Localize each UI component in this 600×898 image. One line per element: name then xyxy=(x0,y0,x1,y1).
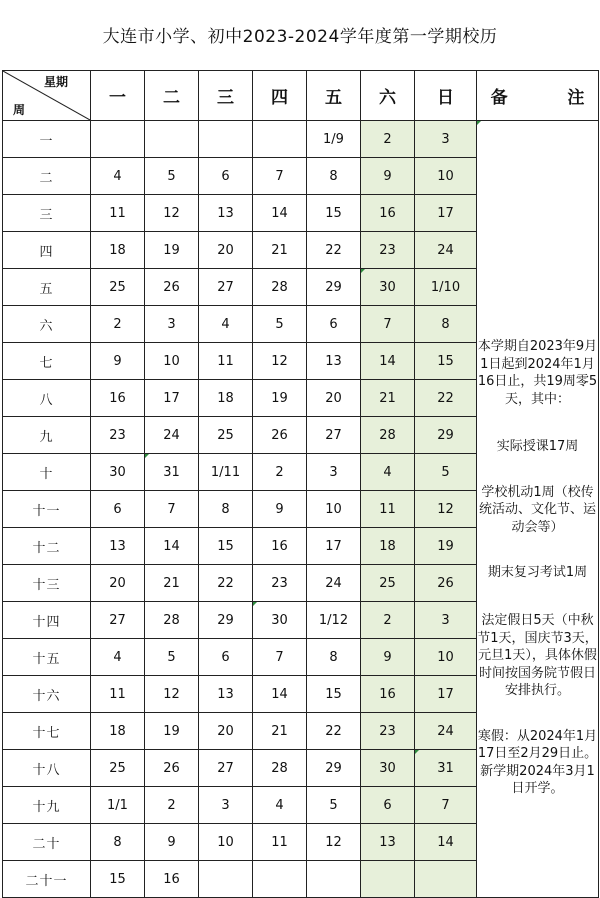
day-cell: 30 xyxy=(91,454,145,491)
remark-note: 本学期自2023年9月1日起到2024年1月16日止，共19周零5天，其中： xyxy=(477,339,598,407)
day-cell: 4 xyxy=(91,639,145,676)
day-cell: 7 xyxy=(361,306,415,343)
day-cell xyxy=(253,861,307,898)
day-cell: 11 xyxy=(199,343,253,380)
day-cell: 19 xyxy=(253,380,307,417)
day-cell: 13 xyxy=(199,676,253,713)
day-cell: 25 xyxy=(199,417,253,454)
day-header: 六 xyxy=(361,71,415,121)
day-cell: 31 xyxy=(415,750,477,787)
day-cell: 10 xyxy=(415,639,477,676)
day-cell: 24 xyxy=(145,417,199,454)
day-cell: 4 xyxy=(91,158,145,195)
day-cell: 21 xyxy=(145,565,199,602)
day-cell: 20 xyxy=(307,380,361,417)
day-cell: 1/9 xyxy=(307,121,361,158)
day-cell: 8 xyxy=(199,491,253,528)
day-cell: 3 xyxy=(199,787,253,824)
day-cell xyxy=(199,121,253,158)
remark-header-right: 注 xyxy=(567,88,585,108)
day-cell: 6 xyxy=(91,491,145,528)
week-label: 四 xyxy=(3,232,91,269)
day-cell: 6 xyxy=(199,639,253,676)
day-cell: 1/12 xyxy=(307,602,361,639)
day-cell: 20 xyxy=(199,232,253,269)
day-cell: 4 xyxy=(199,306,253,343)
day-cell xyxy=(361,861,415,898)
day-cell: 16 xyxy=(253,528,307,565)
day-cell: 5 xyxy=(145,639,199,676)
day-cell: 29 xyxy=(307,269,361,306)
day-cell: 25 xyxy=(91,750,145,787)
week-label: 三 xyxy=(3,195,91,232)
day-cell: 15 xyxy=(199,528,253,565)
week-label: 五 xyxy=(3,269,91,306)
day-cell: 19 xyxy=(145,232,199,269)
week-label: 二十一 xyxy=(3,861,91,898)
day-header: 五 xyxy=(307,71,361,121)
day-cell: 4 xyxy=(361,454,415,491)
day-cell: 9 xyxy=(361,639,415,676)
day-cell: 13 xyxy=(91,528,145,565)
remark-note: 学校机动1周（校传统活动、文化节、运动会等） xyxy=(478,484,596,535)
day-cell: 7 xyxy=(253,158,307,195)
day-cell: 6 xyxy=(199,158,253,195)
day-cell: 3 xyxy=(415,602,477,639)
day-cell: 13 xyxy=(199,195,253,232)
week-label: 十七 xyxy=(3,713,91,750)
week-label: 二 xyxy=(3,158,91,195)
day-cell: 2 xyxy=(361,602,415,639)
day-cell: 26 xyxy=(415,565,477,602)
day-cell: 15 xyxy=(415,343,477,380)
day-cell: 23 xyxy=(361,713,415,750)
day-cell: 28 xyxy=(253,269,307,306)
week-label: 二十 xyxy=(3,824,91,861)
remarks-cell xyxy=(477,121,599,898)
header-row xyxy=(3,71,599,121)
day-cell: 8 xyxy=(415,306,477,343)
week-label: 十五 xyxy=(3,639,91,676)
day-cell: 3 xyxy=(307,454,361,491)
week-label: 十一 xyxy=(3,491,91,528)
day-cell: 15 xyxy=(91,861,145,898)
week-label: 六 xyxy=(3,306,91,343)
day-cell: 12 xyxy=(145,676,199,713)
day-cell: 27 xyxy=(199,750,253,787)
day-cell: 9 xyxy=(253,491,307,528)
day-cell: 22 xyxy=(307,232,361,269)
corner-header xyxy=(3,71,91,121)
day-cell: 19 xyxy=(145,713,199,750)
day-cell: 22 xyxy=(415,380,477,417)
day-cell: 23 xyxy=(253,565,307,602)
corner-week-label: 周 xyxy=(13,103,26,117)
day-cell: 14 xyxy=(361,343,415,380)
day-cell: 10 xyxy=(199,824,253,861)
week-label: 七 xyxy=(3,343,91,380)
day-cell: 29 xyxy=(415,417,477,454)
day-cell: 23 xyxy=(91,417,145,454)
day-cell xyxy=(307,861,361,898)
day-cell: 5 xyxy=(415,454,477,491)
day-cell: 16 xyxy=(145,861,199,898)
day-cell: 26 xyxy=(145,750,199,787)
day-cell: 14 xyxy=(145,528,199,565)
day-cell: 30 xyxy=(253,602,307,639)
calendar-table xyxy=(2,70,599,898)
remark-note: 实际授课17周 xyxy=(496,439,579,455)
day-cell: 15 xyxy=(307,195,361,232)
day-header: 二 xyxy=(145,71,199,121)
corner-weekday-label: 星期 xyxy=(43,75,68,89)
day-cell: 16 xyxy=(91,380,145,417)
day-cell: 26 xyxy=(253,417,307,454)
day-header: 一 xyxy=(91,71,145,121)
day-cell xyxy=(91,121,145,158)
day-cell: 12 xyxy=(307,824,361,861)
day-cell: 28 xyxy=(145,602,199,639)
day-cell: 27 xyxy=(199,269,253,306)
day-cell: 21 xyxy=(253,713,307,750)
day-cell: 7 xyxy=(145,491,199,528)
day-cell: 18 xyxy=(199,380,253,417)
day-cell: 1/10 xyxy=(415,269,477,306)
day-cell: 7 xyxy=(253,639,307,676)
day-cell: 11 xyxy=(253,824,307,861)
day-cell: 10 xyxy=(145,343,199,380)
remark-note: 期末复习考试1周 xyxy=(487,565,588,581)
day-cell: 11 xyxy=(91,676,145,713)
day-cell: 12 xyxy=(145,195,199,232)
day-cell: 16 xyxy=(361,676,415,713)
day-cell: 17 xyxy=(307,528,361,565)
day-cell: 19 xyxy=(415,528,477,565)
day-cell: 10 xyxy=(415,158,477,195)
page-title: 大连市小学、初中2023-2024学年度第一学期校历 xyxy=(102,27,498,47)
day-cell: 18 xyxy=(91,232,145,269)
day-cell: 13 xyxy=(307,343,361,380)
day-cell: 30 xyxy=(361,750,415,787)
day-cell: 24 xyxy=(415,713,477,750)
day-cell: 10 xyxy=(307,491,361,528)
day-cell: 5 xyxy=(253,306,307,343)
day-cell: 11 xyxy=(361,491,415,528)
day-cell: 2 xyxy=(361,121,415,158)
day-cell: 2 xyxy=(253,454,307,491)
day-cell: 9 xyxy=(361,158,415,195)
day-cell: 4 xyxy=(253,787,307,824)
week-label: 十九 xyxy=(3,787,91,824)
day-cell: 8 xyxy=(307,639,361,676)
day-cell: 12 xyxy=(253,343,307,380)
day-cell: 17 xyxy=(145,380,199,417)
remark-header xyxy=(477,71,599,121)
day-cell: 16 xyxy=(361,195,415,232)
day-cell xyxy=(199,861,253,898)
week-label: 十八 xyxy=(3,750,91,787)
day-cell: 22 xyxy=(307,713,361,750)
day-cell: 21 xyxy=(361,380,415,417)
day-cell: 6 xyxy=(361,787,415,824)
week-label: 十 xyxy=(3,454,91,491)
day-cell: 3 xyxy=(415,121,477,158)
day-cell: 24 xyxy=(307,565,361,602)
day-cell: 27 xyxy=(91,602,145,639)
day-cell: 5 xyxy=(307,787,361,824)
week-label: 十六 xyxy=(3,676,91,713)
day-cell: 26 xyxy=(145,269,199,306)
day-cell: 18 xyxy=(361,528,415,565)
week-label: 九 xyxy=(3,417,91,454)
day-header: 四 xyxy=(253,71,307,121)
day-cell: 17 xyxy=(415,195,477,232)
day-cell: 1/1 xyxy=(91,787,145,824)
day-cell: 12 xyxy=(415,491,477,528)
day-cell: 31 xyxy=(145,454,199,491)
remark-note: 法定假日5天（中秋节1天，国庆节3天，元旦1天），具体休假时间按国务院节假日安排执行。 xyxy=(477,613,598,699)
day-cell: 14 xyxy=(415,824,477,861)
day-cell: 11 xyxy=(91,195,145,232)
day-cell: 17 xyxy=(415,676,477,713)
day-cell: 9 xyxy=(91,343,145,380)
week-label: 十三 xyxy=(3,565,91,602)
day-cell: 5 xyxy=(145,158,199,195)
day-cell: 20 xyxy=(199,713,253,750)
remark-note: 新学期2024年3月1日开学。 xyxy=(480,763,595,797)
day-cell: 14 xyxy=(253,676,307,713)
day-cell: 28 xyxy=(253,750,307,787)
day-cell: 14 xyxy=(253,195,307,232)
day-cell xyxy=(253,121,307,158)
week-label: 一 xyxy=(3,121,91,158)
week-label: 十四 xyxy=(3,602,91,639)
day-cell: 29 xyxy=(199,602,253,639)
day-cell: 1/11 xyxy=(199,454,253,491)
day-cell: 2 xyxy=(145,787,199,824)
day-cell: 3 xyxy=(145,306,199,343)
day-cell: 8 xyxy=(307,158,361,195)
day-cell: 28 xyxy=(361,417,415,454)
day-cell: 27 xyxy=(307,417,361,454)
day-cell: 29 xyxy=(307,750,361,787)
day-header: 三 xyxy=(199,71,253,121)
day-cell: 9 xyxy=(145,824,199,861)
day-cell: 6 xyxy=(307,306,361,343)
week-row xyxy=(3,121,599,158)
day-cell: 25 xyxy=(91,269,145,306)
day-cell: 7 xyxy=(415,787,477,824)
day-cell: 22 xyxy=(199,565,253,602)
day-cell: 18 xyxy=(91,713,145,750)
day-cell: 24 xyxy=(415,232,477,269)
day-cell: 15 xyxy=(307,676,361,713)
day-cell: 30 xyxy=(361,269,415,306)
day-cell xyxy=(145,121,199,158)
day-cell: 20 xyxy=(91,565,145,602)
week-label: 八 xyxy=(3,380,91,417)
day-header: 日 xyxy=(415,71,477,121)
day-cell: 2 xyxy=(91,306,145,343)
day-cell: 21 xyxy=(253,232,307,269)
day-cell: 13 xyxy=(361,824,415,861)
week-label: 十二 xyxy=(3,528,91,565)
day-cell xyxy=(415,861,477,898)
remark-header-left: 备 xyxy=(490,88,508,108)
day-cell: 23 xyxy=(361,232,415,269)
remark-note: 寒假：从2024年1月17日至2月29日止。 xyxy=(477,728,598,762)
day-cell: 25 xyxy=(361,565,415,602)
day-cell: 8 xyxy=(91,824,145,861)
